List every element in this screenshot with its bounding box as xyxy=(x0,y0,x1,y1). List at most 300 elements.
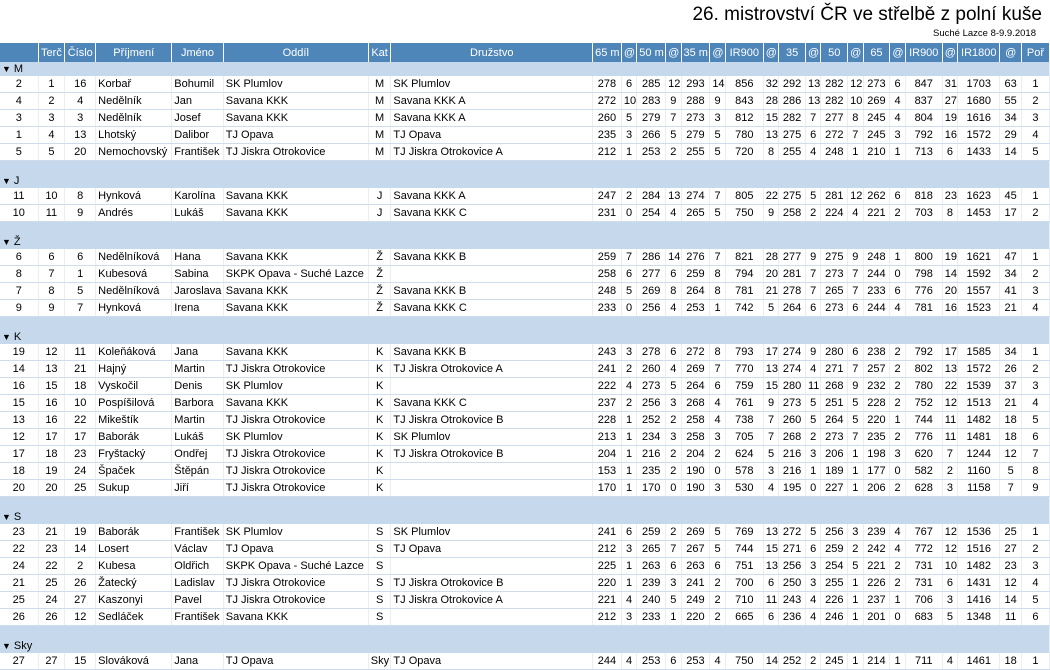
group-header[interactable] xyxy=(0,510,1050,524)
table-row[interactable] xyxy=(0,480,1050,497)
table-cell: 239 xyxy=(637,575,666,592)
table-cell: 18 xyxy=(1000,412,1022,429)
table-cell: 744 xyxy=(905,412,942,429)
table-cell: 1 xyxy=(1021,76,1049,93)
table-cell: Jan xyxy=(172,93,223,110)
table-cell: 17 xyxy=(38,429,65,446)
column-header[interactable]: Číslo xyxy=(65,43,96,62)
table-cell: 27 xyxy=(1000,541,1022,558)
table-cell: 47 xyxy=(1000,249,1022,266)
table-cell: 12 xyxy=(942,395,957,412)
table-cell: 216 xyxy=(637,446,666,463)
table-cell: 14 xyxy=(0,361,38,378)
table-cell: 258 xyxy=(593,266,622,283)
group-header[interactable] xyxy=(0,62,1050,76)
table-cell: 0 xyxy=(805,480,820,497)
table-cell: 1 xyxy=(890,249,905,266)
table-cell: 221 xyxy=(863,558,890,575)
table-cell: SK Plumlov xyxy=(391,429,593,446)
table-cell: 265 xyxy=(821,283,848,300)
group-header-row[interactable] xyxy=(0,639,1050,653)
table-cell: 255 xyxy=(779,144,806,161)
table-cell: 237 xyxy=(593,395,622,412)
table-cell: TJ Opava xyxy=(391,541,593,558)
column-header[interactable]: IR900 xyxy=(905,43,942,62)
table-cell: 5 xyxy=(710,541,725,558)
table-cell: 2 xyxy=(666,144,681,161)
table-cell: Václav xyxy=(172,541,223,558)
table-cell: K xyxy=(368,378,391,395)
table-row[interactable] xyxy=(0,412,1050,429)
table-cell: TJ Opava xyxy=(223,653,368,670)
table-cell: 772 xyxy=(905,541,942,558)
column-header[interactable]: Družstvo xyxy=(391,43,593,62)
table-cell: 232 xyxy=(863,378,890,395)
table-cell: 2 xyxy=(710,575,725,592)
table-cell: Jana xyxy=(172,653,223,670)
table-cell: 13 xyxy=(942,361,957,378)
table-cell: 12 xyxy=(942,541,957,558)
column-header[interactable]: 65 m xyxy=(593,43,622,62)
table-cell: 6 xyxy=(666,266,681,283)
table-row[interactable] xyxy=(0,249,1050,266)
table-cell: 11 xyxy=(763,592,778,609)
table-cell: 3 xyxy=(805,446,820,463)
table-cell: 22 xyxy=(942,378,957,395)
table-cell: J xyxy=(368,205,391,222)
table-cell: 18 xyxy=(1000,429,1022,446)
table-row[interactable] xyxy=(0,344,1050,361)
table-cell: 24 xyxy=(65,463,96,480)
table-cell: Koleňáková xyxy=(96,344,172,361)
table-cell: 12 xyxy=(942,524,957,541)
table-row[interactable] xyxy=(0,609,1050,626)
table-cell: 15 xyxy=(38,378,65,395)
group-header[interactable] xyxy=(0,235,1050,249)
table-cell: M xyxy=(368,110,391,127)
table-row[interactable] xyxy=(0,283,1050,300)
column-header[interactable]: @ xyxy=(621,43,636,62)
table-cell: TJ Jiskra Otrokovice B xyxy=(391,575,593,592)
table-cell: 23 xyxy=(38,541,65,558)
table-cell: 264 xyxy=(681,378,710,395)
table-cell: J xyxy=(368,188,391,205)
table-cell xyxy=(391,609,593,626)
table-cell: S xyxy=(368,575,391,592)
table-cell: 24 xyxy=(0,558,38,575)
column-header[interactable]: 35 xyxy=(779,43,806,62)
column-header[interactable]: @ xyxy=(1000,43,1022,62)
table-cell: 282 xyxy=(821,76,848,93)
table-cell: 4 xyxy=(621,653,636,670)
table-cell: 3 xyxy=(942,480,957,497)
table-cell: 268 xyxy=(821,378,848,395)
table-cell: Savana KKK A xyxy=(391,188,593,205)
table-cell: SK Plumlov xyxy=(223,524,368,541)
table-cell: 240 xyxy=(637,592,666,609)
table-cell: 271 xyxy=(821,361,848,378)
table-cell: 255 xyxy=(681,144,710,161)
table-cell: 18 xyxy=(1000,653,1022,670)
table-cell: 1481 xyxy=(958,429,1000,446)
table-cell: Ž xyxy=(368,283,391,300)
table-cell: 1703 xyxy=(958,76,1000,93)
table-cell: 818 xyxy=(905,188,942,205)
table-cell: TJ Jiskra Otrokovice B xyxy=(391,412,593,429)
table-cell: Žatecký xyxy=(96,575,172,592)
table-row[interactable] xyxy=(0,127,1050,144)
table-cell: 1 xyxy=(848,575,863,592)
table-cell: 6 xyxy=(666,653,681,670)
table-cell: 259 xyxy=(593,249,622,266)
column-header[interactable] xyxy=(0,43,38,62)
table-cell xyxy=(391,266,593,283)
table-cell: 1453 xyxy=(958,205,1000,222)
table-cell: 274 xyxy=(681,188,710,205)
table-cell: 1 xyxy=(1021,524,1049,541)
table-cell: 4 xyxy=(805,592,820,609)
table-cell: 3 xyxy=(890,446,905,463)
table-cell: 189 xyxy=(821,463,848,480)
table-cell: 226 xyxy=(821,592,848,609)
table-cell: 4 xyxy=(805,609,820,626)
table-row[interactable] xyxy=(0,558,1050,575)
table-cell: 6 xyxy=(710,378,725,395)
table-cell: 1 xyxy=(621,446,636,463)
collapse-triangle-icon[interactable]: ▼ xyxy=(2,237,11,247)
table-cell: 792 xyxy=(905,127,942,144)
table-cell: 251 xyxy=(821,395,848,412)
table-cell: 284 xyxy=(637,188,666,205)
table-cell: 0 xyxy=(890,266,905,283)
table-cell: 190 xyxy=(681,480,710,497)
table-cell: 2 xyxy=(890,480,905,497)
table-row[interactable] xyxy=(0,110,1050,127)
table-cell: 731 xyxy=(905,575,942,592)
table-row[interactable] xyxy=(0,76,1050,93)
table-row[interactable] xyxy=(0,446,1050,463)
table-cell: 2 xyxy=(805,653,820,670)
table-cell xyxy=(391,480,593,497)
table-cell: Hana xyxy=(172,249,223,266)
table-cell: TJ Jiskra Otrokovice xyxy=(223,144,368,161)
table-cell: 1 xyxy=(38,76,65,93)
table-cell: SK Plumlov xyxy=(223,429,368,446)
table-cell: 221 xyxy=(863,205,890,222)
table-row[interactable] xyxy=(0,378,1050,395)
table-row[interactable] xyxy=(0,188,1050,205)
table-cell: 259 xyxy=(681,266,710,283)
table-cell: M xyxy=(368,76,391,93)
table-cell: 7 xyxy=(805,266,820,283)
table-cell: 204 xyxy=(593,446,622,463)
table-cell: 5 xyxy=(805,395,820,412)
table-cell: K xyxy=(368,361,391,378)
column-header[interactable]: Oddíl xyxy=(223,43,368,62)
table-cell: 805 xyxy=(725,188,763,205)
table-cell: TJ Jiskra Otrokovice A xyxy=(391,361,593,378)
table-cell: 750 xyxy=(725,205,763,222)
column-header[interactable]: Terč xyxy=(38,43,65,62)
table-cell: 3 xyxy=(1021,283,1049,300)
column-header[interactable]: @ xyxy=(666,43,681,62)
table-cell: 8 xyxy=(1021,463,1049,480)
table-cell: 8 xyxy=(848,110,863,127)
table-cell: K xyxy=(368,412,391,429)
table-cell: 27 xyxy=(38,653,65,670)
table-cell: 2 xyxy=(1021,266,1049,283)
group-header[interactable] xyxy=(0,174,1050,188)
group-header-row[interactable] xyxy=(0,510,1050,524)
table-cell: 8 xyxy=(710,283,725,300)
table-cell: 293 xyxy=(681,76,710,93)
table-cell: 190 xyxy=(681,463,710,480)
table-cell: 14 xyxy=(763,653,778,670)
column-header[interactable]: IR900 xyxy=(725,43,763,62)
collapse-triangle-icon[interactable]: ▼ xyxy=(2,641,11,651)
table-cell: 14 xyxy=(1000,592,1022,609)
table-cell: Baborák xyxy=(96,429,172,446)
column-header[interactable]: 50 m xyxy=(637,43,666,62)
table-cell: 252 xyxy=(637,412,666,429)
table-cell: 4 xyxy=(65,93,96,110)
table-cell: 212 xyxy=(593,144,622,161)
table-cell: 5 xyxy=(65,283,96,300)
table-cell: 216 xyxy=(779,463,806,480)
table-cell: 1 xyxy=(621,412,636,429)
table-cell: 8 xyxy=(710,266,725,283)
table-cell: 0 xyxy=(710,463,725,480)
collapse-triangle-icon[interactable]: ▼ xyxy=(2,512,11,522)
table-cell: 235 xyxy=(863,429,890,446)
table-row[interactable] xyxy=(0,395,1050,412)
table-cell: 25 xyxy=(38,575,65,592)
table-cell: 26 xyxy=(38,609,65,626)
table-cell: Savana KKK xyxy=(223,344,368,361)
table-cell: 260 xyxy=(593,110,622,127)
table-cell: 3 xyxy=(0,110,38,127)
table-cell: 262 xyxy=(863,188,890,205)
collapse-triangle-icon[interactable]: ▼ xyxy=(2,64,11,74)
column-header[interactable]: 35 m xyxy=(681,43,710,62)
table-cell: 3 xyxy=(65,110,96,127)
group-label: Ž xyxy=(13,236,21,248)
table-cell: 6 xyxy=(942,575,957,592)
table-cell: 5 xyxy=(763,300,778,317)
table-cell: 2 xyxy=(890,344,905,361)
table-cell: 225 xyxy=(593,558,622,575)
table-cell: 5 xyxy=(38,144,65,161)
table-row[interactable] xyxy=(0,653,1050,670)
column-header[interactable]: Kat xyxy=(368,43,391,62)
table-cell: Denis xyxy=(172,378,223,395)
column-header[interactable]: Poř xyxy=(1021,43,1049,62)
table-cell: 246 xyxy=(821,609,848,626)
collapse-triangle-icon[interactable]: ▼ xyxy=(2,332,11,342)
table-cell: 1557 xyxy=(958,283,1000,300)
table-cell: 253 xyxy=(681,300,710,317)
table-cell: 3 xyxy=(38,110,65,127)
table-cell: 4 xyxy=(710,412,725,429)
table-cell: 3 xyxy=(666,429,681,446)
table-cell: 2 xyxy=(890,378,905,395)
table-cell: Savana KKK xyxy=(223,395,368,412)
table-cell: 6 xyxy=(621,524,636,541)
table-cell: Savana KKK xyxy=(223,300,368,317)
table-cell: 1160 xyxy=(958,463,1000,480)
table-cell: 13 xyxy=(38,361,65,378)
table-cell: 769 xyxy=(725,524,763,541)
table-row[interactable] xyxy=(0,541,1050,558)
table-cell: 9 xyxy=(65,205,96,222)
table-cell: 20 xyxy=(942,283,957,300)
table-cell: 2 xyxy=(710,592,725,609)
table-cell: 2 xyxy=(710,446,725,463)
table-cell: 1158 xyxy=(958,480,1000,497)
table-cell: 4 xyxy=(1021,300,1049,317)
table-cell: 7 xyxy=(1021,446,1049,463)
table-cell: 11 xyxy=(942,429,957,446)
group-header-row[interactable] xyxy=(0,174,1050,188)
column-header[interactable]: Jméno xyxy=(172,43,223,62)
table-cell: 1 xyxy=(621,463,636,480)
table-cell: 4 xyxy=(666,300,681,317)
table-cell: 206 xyxy=(821,446,848,463)
table-cell: 271 xyxy=(779,541,806,558)
group-header-row[interactable] xyxy=(0,62,1050,76)
table-row[interactable] xyxy=(0,93,1050,110)
table-cell: 17 xyxy=(1000,205,1022,222)
table-cell: 1592 xyxy=(958,266,1000,283)
table-row[interactable] xyxy=(0,266,1050,283)
table-row[interactable] xyxy=(0,592,1050,609)
table-cell: 22 xyxy=(38,558,65,575)
table-row[interactable] xyxy=(0,300,1050,317)
table-row[interactable] xyxy=(0,429,1050,446)
table-row[interactable] xyxy=(0,463,1050,480)
table-cell: 3 xyxy=(805,575,820,592)
table-cell: 23 xyxy=(1000,558,1022,575)
table-cell: 14 xyxy=(1000,144,1022,161)
table-cell: 1 xyxy=(1021,249,1049,266)
table-cell: 273 xyxy=(821,429,848,446)
table-cell: 255 xyxy=(821,575,848,592)
table-cell: 248 xyxy=(821,144,848,161)
table-cell: 19 xyxy=(0,344,38,361)
table-cell: 243 xyxy=(779,592,806,609)
group-label: K xyxy=(13,331,22,343)
table-cell: M xyxy=(368,127,391,144)
column-header[interactable]: @ xyxy=(805,43,820,62)
table-cell: 263 xyxy=(637,558,666,575)
table-cell: 24 xyxy=(38,592,65,609)
column-header[interactable]: @ xyxy=(848,43,863,62)
table-row[interactable] xyxy=(0,524,1050,541)
table-row[interactable] xyxy=(0,575,1050,592)
table-cell: 5 xyxy=(1021,592,1049,609)
table-cell: S xyxy=(368,592,391,609)
table-cell: 276 xyxy=(681,249,710,266)
table-cell: 1 xyxy=(621,480,636,497)
table-cell: Pospíšilová xyxy=(96,395,172,412)
table-cell: 9 xyxy=(666,93,681,110)
group-header[interactable] xyxy=(0,330,1050,344)
table-cell: Sedláček xyxy=(96,609,172,626)
table-cell: 9 xyxy=(0,300,38,317)
table-cell: 4 xyxy=(942,653,957,670)
table-cell: 259 xyxy=(637,524,666,541)
table-cell: 7 xyxy=(848,266,863,283)
table-cell: 0 xyxy=(666,480,681,497)
table-cell: 212 xyxy=(593,609,622,626)
table-cell: 7 xyxy=(942,446,957,463)
table-cell: 1539 xyxy=(958,378,1000,395)
table-cell: 254 xyxy=(821,558,848,575)
table-row[interactable] xyxy=(0,361,1050,378)
group-header-row[interactable] xyxy=(0,235,1050,249)
column-header[interactable]: @ xyxy=(710,43,725,62)
table-cell: Pavel xyxy=(172,592,223,609)
table-cell: 7 xyxy=(38,266,65,283)
table-cell: 11 xyxy=(38,205,65,222)
table-cell: 25 xyxy=(65,480,96,497)
table-row[interactable] xyxy=(0,205,1050,222)
column-header[interactable]: @ xyxy=(890,43,905,62)
table-cell: 4 xyxy=(1021,395,1049,412)
table-cell: 34 xyxy=(1000,266,1022,283)
table-cell: 3 xyxy=(1021,110,1049,127)
group-header[interactable] xyxy=(0,639,1050,653)
table-cell: 13 xyxy=(65,127,96,144)
table-row[interactable] xyxy=(0,144,1050,161)
column-header[interactable]: @ xyxy=(942,43,957,62)
group-header-row[interactable] xyxy=(0,330,1050,344)
table-cell: 6 xyxy=(0,249,38,266)
table-cell: 780 xyxy=(905,378,942,395)
table-cell: 11 xyxy=(1000,609,1022,626)
column-header[interactable]: Příjmení xyxy=(96,43,172,62)
table-cell: 236 xyxy=(779,609,806,626)
table-cell: 264 xyxy=(821,412,848,429)
table-cell: 582 xyxy=(905,463,942,480)
collapse-triangle-icon[interactable]: ▼ xyxy=(2,176,11,186)
table-cell: 3 xyxy=(666,575,681,592)
column-header[interactable]: 65 xyxy=(863,43,890,62)
table-cell: 13 xyxy=(805,93,820,110)
table-cell: 703 xyxy=(905,205,942,222)
table-cell: Ž xyxy=(368,300,391,317)
column-header[interactable]: 50 xyxy=(821,43,848,62)
table-cell: 1 xyxy=(666,609,681,626)
table-cell: 4 xyxy=(848,205,863,222)
table-cell: 237 xyxy=(863,592,890,609)
table-cell: 10 xyxy=(942,558,957,575)
table-cell: 249 xyxy=(681,592,710,609)
table-cell: 233 xyxy=(593,300,622,317)
table-cell: 800 xyxy=(905,249,942,266)
column-header[interactable]: IR1800 xyxy=(958,43,1000,62)
table-cell: 9 xyxy=(1021,480,1049,497)
table-cell: 258 xyxy=(681,412,710,429)
table-cell: Kubesa xyxy=(96,558,172,575)
table-cell: 752 xyxy=(905,395,942,412)
table-cell: 7 xyxy=(763,412,778,429)
table-cell: 269 xyxy=(681,361,710,378)
table-cell: 20 xyxy=(38,480,65,497)
table-cell: Sky xyxy=(368,653,391,670)
column-header[interactable]: @ xyxy=(763,43,778,62)
table-cell: 27 xyxy=(942,93,957,110)
